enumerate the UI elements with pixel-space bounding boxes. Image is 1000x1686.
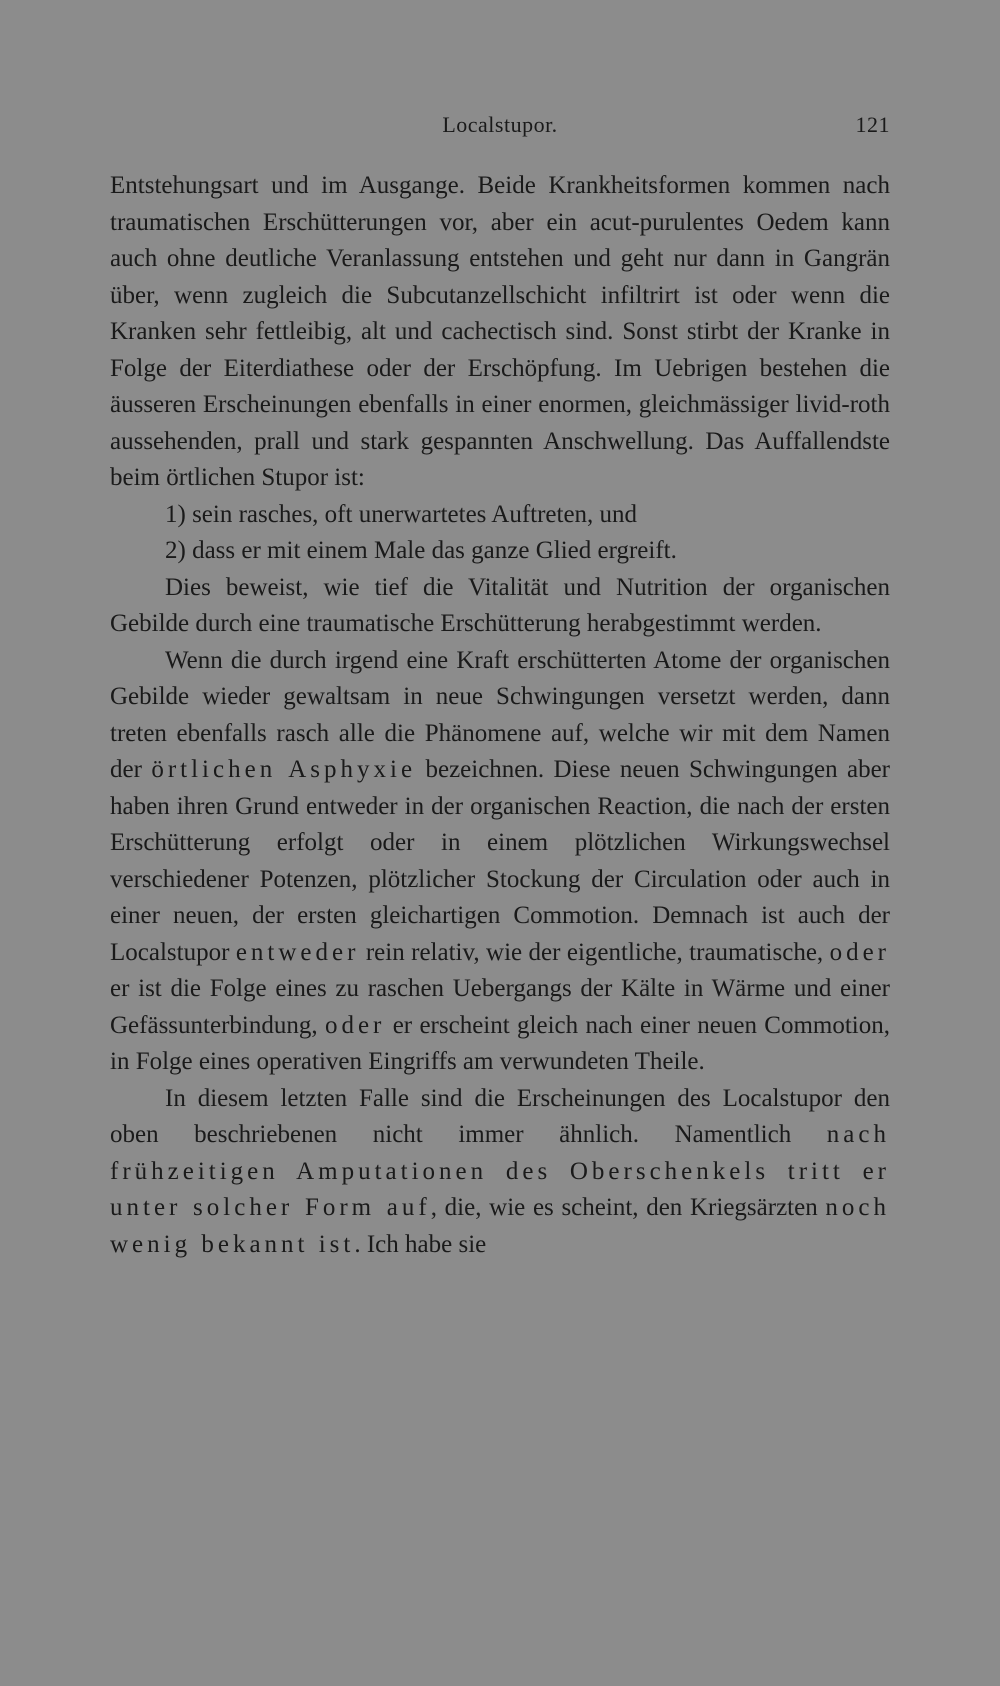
emphasis-amputationen: nach frühzeitigen Amputationen des Oberschenkels tritt er unter solcher Form auf xyxy=(110,1121,890,1221)
emphasis-oder: oder xyxy=(324,1011,386,1039)
paragraph-4-text: In diesem letzten Falle sind die Erscheinungen des Localstupor den oben beschriebenen nicht immer ähnlich. Namentlich xyxy=(110,1084,890,1148)
body-text xyxy=(110,168,890,1263)
list-item-2: 2) dass er mit einem Male das ganze Glied ergreift. xyxy=(165,537,677,564)
emphasis-entweder: entweder xyxy=(235,938,360,966)
paragraph-3 xyxy=(110,643,890,1081)
paragraph-3-text: rein relativ, wie der eigentliche, traumatische, xyxy=(359,938,830,966)
emphasis-oder: oder xyxy=(829,938,890,966)
paragraph-3-text: er erscheint gleich nach einer neuen Commotion, in Folge eines operativen Eingriffs am verwundeten Theile. xyxy=(110,1011,891,1075)
paragraph-1: Entstehungsart und im Ausgange. Beide Krankheitsformen kommen nach traumatischen Erschütterungen vor, aber ein acut-purulentes Oedem kann auch ohne deutliche Veranlassung entstehen und geht nur dann in Gangrän über, wenn zugleich die Subcutanzellschicht infiltrirt ist oder wenn die Kranken sehr fettleibig, alt und cachectisch sind. Sonst stirbt der Kranke in Folge der Eiterdiathese oder der Erschöpfung. Im Uebrigen bestehen die äusseren Erscheinungen ebenfalls in einer enormen, gleichmässiger livid-roth aussehenden, prall und stark gespannten Anschwellung. Das Auffallendste beim örtlichen Stupor ist: xyxy=(110,172,890,491)
paragraph-4-text: , die, wie es scheint, den Kriegsärzten xyxy=(430,1194,826,1221)
list-item-1: 1) sein rasches, oft unerwartetes Auftreten, und xyxy=(165,500,638,528)
paragraph-4-text: . Ich habe sie xyxy=(354,1230,487,1258)
page-number: 121 xyxy=(855,112,890,137)
running-header xyxy=(110,112,890,144)
emphasis-wenig-bekannt: noch wenig bekannt ist xyxy=(110,1194,890,1258)
paragraph-3-text: bezeichnen. Diese neuen Schwingungen aber haben ihren Grund entweder in der organischen Reaction, die nach der ersten Erschütterung erfolgt oder in einem plötzlichen Wirkungswechsel verschiedener Potenzen, plötzlicher Stockung der Circulation oder auch in einer neuen, der ersten gleichartigen Commotion. Demnach ist auch der Localstupor xyxy=(110,756,891,966)
paragraph-4 xyxy=(110,1081,890,1264)
paragraph-2: Dies beweist, wie tief die Vitalität und Nutrition der organischen Gebilde durch eine traumatische Erschütterung herabgestimmt werden. xyxy=(110,573,890,637)
running-title: Localstupor. xyxy=(442,112,558,137)
emphasis-asphyxie: örtlichen Asphyxie xyxy=(151,756,417,783)
paragraph-3-text: Wenn die durch irgend eine Kraft erschütterten Atome der organischen Gebilde wieder gewaltsam in neue Schwingungen versetzt werden, dann treten ebenfalls rasch alle die Phänomene auf, welche wir mit dem Namen der xyxy=(110,646,890,783)
paragraph-3-text: er ist die Folge eines zu raschen Uebergangs der Kälte in Wärme und einer Gefässunterbindung, xyxy=(110,975,890,1039)
